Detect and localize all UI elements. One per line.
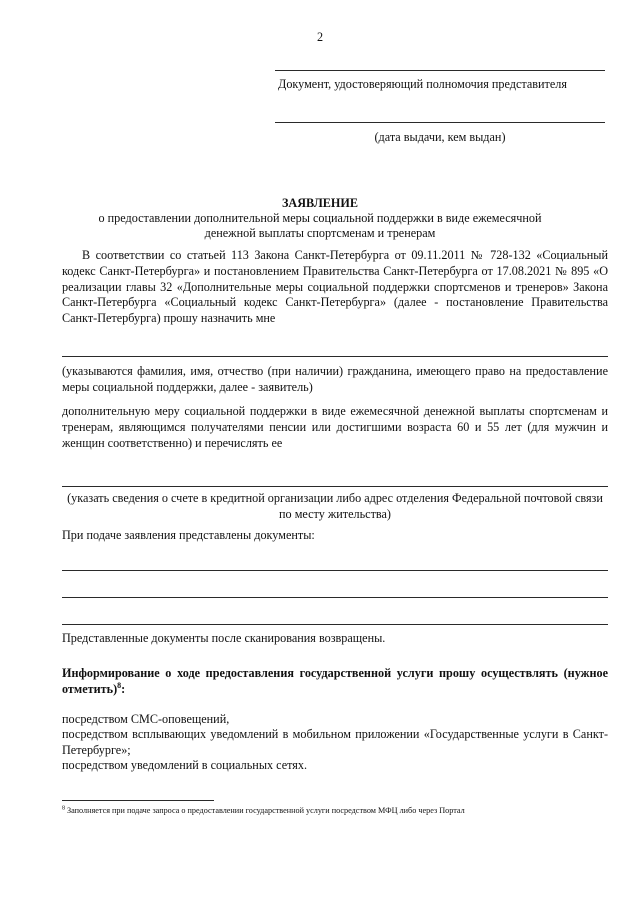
- documents-returned-label: Представленные документы после сканирования возвращены.: [62, 631, 386, 645]
- issue-line: [275, 122, 605, 123]
- inform-heading: [62, 666, 608, 698]
- intro-paragraph: В соответствии со статьей 113 Закона Санкт-Петербурга от 09.11.2011 № 728-132 «Социальный кодекс Санкт-Петербурга» и постановлением Правительства Санкт-Петербурга от 17.08.2021 № 895 «О реализации главы 32 «Дополнительные меры социальной поддержки спортсменов и тренеров» Закона Санкт-Петербурга «Социальный кодекс Санкт-Петербурга» (далее - постановление Правительства Санкт-Петербурга) прошу назначить мне: [62, 248, 608, 326]
- rep-doc-label: Документ, удостоверяющий полномочия представителя: [278, 77, 567, 91]
- inform-option-sms: посредством СМС-оповещений,: [62, 712, 230, 726]
- applicant-line: [62, 356, 608, 357]
- issue-label: (дата выдачи, кем выдан): [374, 130, 506, 144]
- applicant-hint: (указываются фамилия, имя, отчество (при наличии) гражданина, имеющего право на предоставление меры социальной поддержки, далее - заявитель): [62, 364, 608, 394]
- documents-label: При подаче заявления представлены документы:: [62, 528, 315, 542]
- inform-footnote-ref: 8: [117, 680, 122, 690]
- inform-option-social: посредством уведомлений в социальных сетях.: [62, 758, 308, 772]
- account-hint: (указать сведения о счете в кредитной организации либо адрес отделения Федеральной почтовой связи по месту жительства): [67, 491, 603, 521]
- account-line: [62, 486, 608, 487]
- footnote-separator: [62, 800, 214, 801]
- document-title: ЗАЯВЛЕНИЕ: [282, 196, 358, 210]
- footnote-mark: 8: [62, 805, 65, 812]
- measure-paragraph: дополнительную меру социальной поддержки в виде ежемесячной денежной выплаты спортсменам и тренерам, являющимся получателями пенсии или достигшими возраста 60 и 55 лет (для мужчин и женщин соответственно) и перечислять ее: [62, 404, 608, 450]
- inform-heading-text: Информирование о ходе предоставления государственной услуги прошу осуществлять (нужное отметить): [62, 666, 608, 696]
- documents-line-2: [62, 597, 608, 598]
- rep-doc-line: [275, 70, 605, 71]
- inform-heading-end: :: [121, 681, 126, 696]
- footnote-text: Заполняется при подаче запроса о предоставлении государственной услуги посредством МФЦ либо через Портал: [65, 806, 465, 815]
- documents-line-3: [62, 624, 608, 625]
- document-subtitle-line2: денежной выплаты спортсменам и тренерам: [204, 226, 436, 240]
- inform-option-push: посредством всплывающих уведомлений в мобильном приложении «Государственные услуги в Санкт-Петербурге»;: [62, 727, 608, 757]
- document-subtitle-line1: о предоставлении дополнительной меры социальной поддержки в виде ежемесячной: [98, 211, 542, 225]
- footnote: [62, 805, 622, 816]
- documents-line-1: [62, 570, 608, 571]
- page-number: 2: [316, 30, 324, 44]
